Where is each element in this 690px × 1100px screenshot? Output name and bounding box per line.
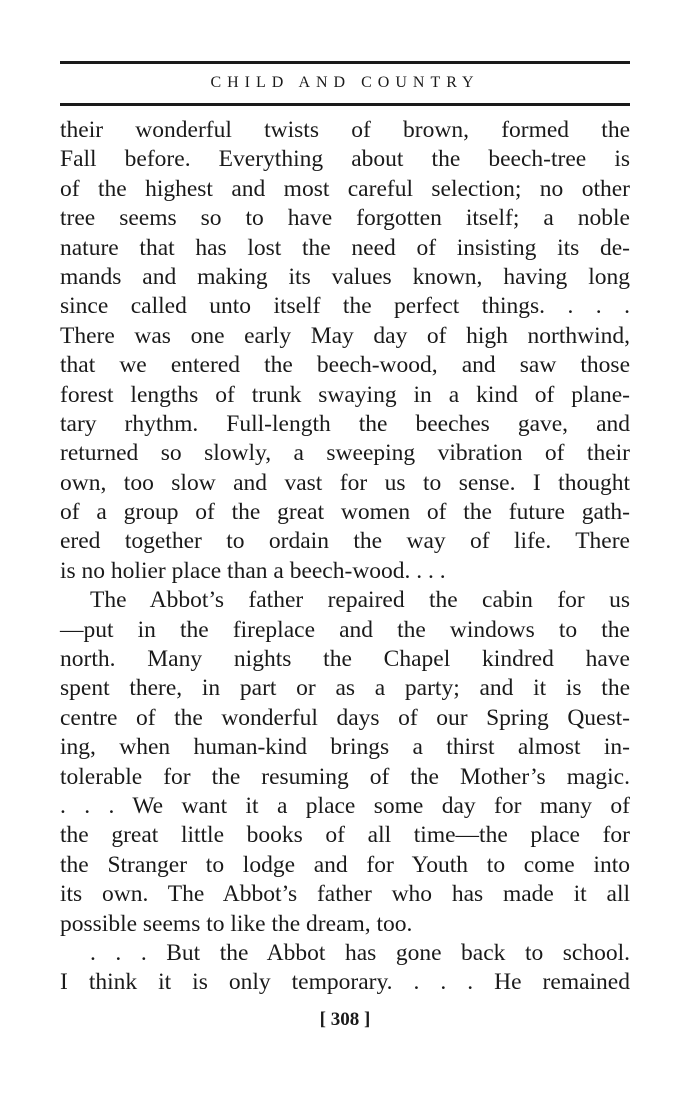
text-line: —put in the fireplace and the windows to the — [60, 616, 630, 643]
text-line: their wonderful twists of brown, formed the — [60, 117, 630, 143]
text-line: There was one early May day of high northwind, — [60, 322, 630, 349]
text-line: The Abbot’s father repaired the cabin for us — [90, 587, 630, 614]
text-line: ing, when human-kind brings a thirst almost in- — [60, 734, 630, 761]
text-line: is no holier place than a beech-wood. . . . — [60, 557, 446, 584]
text-line: spent there, in part or as a party; and it is the — [60, 675, 630, 702]
text-line: forest lengths of trunk swaying in a kind of plane- — [60, 381, 630, 408]
text-line: I think it is only temporary. . . . He remained — [60, 969, 630, 996]
text-line: north. Many nights the Chapel kindred have — [60, 646, 630, 673]
text-line: of a group of the great women of the future gath- — [60, 499, 630, 526]
text-line: tary rhythm. Full-length the beeches gave, and — [60, 410, 630, 437]
text-line: the Stranger to lodge and for Youth to come into — [60, 851, 630, 878]
text-line: since called unto itself the perfect things. . . . — [60, 293, 630, 320]
text-line: . . . But the Abbot has gone back to school. — [90, 939, 630, 966]
text-line: Fall before. Everything about the beech-tree is — [60, 146, 630, 173]
text-line: ered together to ordain the way of life. There — [60, 528, 630, 555]
text-line: returned so slowly, a sweeping vibration of their — [60, 440, 630, 467]
text-line: the great little books of all time—the place for — [60, 822, 630, 849]
page-number: [ 308 ] — [319, 1009, 371, 1030]
running-head: CHILD AND COUNTRY — [210, 74, 480, 91]
text-line: of the highest and most careful selection; no other — [60, 175, 630, 202]
text-line: own, too slow and vast for us to sense. I thought — [60, 469, 630, 496]
text-line: tolerable for the resuming of the Mother’s magic. — [60, 763, 630, 790]
text-line: its own. The Abbot’s father who has made it all — [60, 881, 630, 908]
text-line: . . . We want it a place some day for many of — [60, 792, 630, 819]
text-line: nature that has lost the need of insisting its de- — [60, 234, 630, 261]
body-text — [60, 116, 630, 998]
text-line: tree seems so to have forgotten itself; a noble — [60, 205, 630, 232]
text-line: possible seems to like the dream, too. — [60, 910, 413, 937]
text-line: mands and making its values known, having long — [60, 263, 630, 290]
text-line: that we entered the beech-wood, and saw those — [60, 352, 630, 379]
header-rule-bottom — [60, 103, 630, 106]
text-line: centre of the wonderful days of our Spring Quest- — [60, 704, 630, 731]
header-rule-top — [60, 61, 630, 64]
